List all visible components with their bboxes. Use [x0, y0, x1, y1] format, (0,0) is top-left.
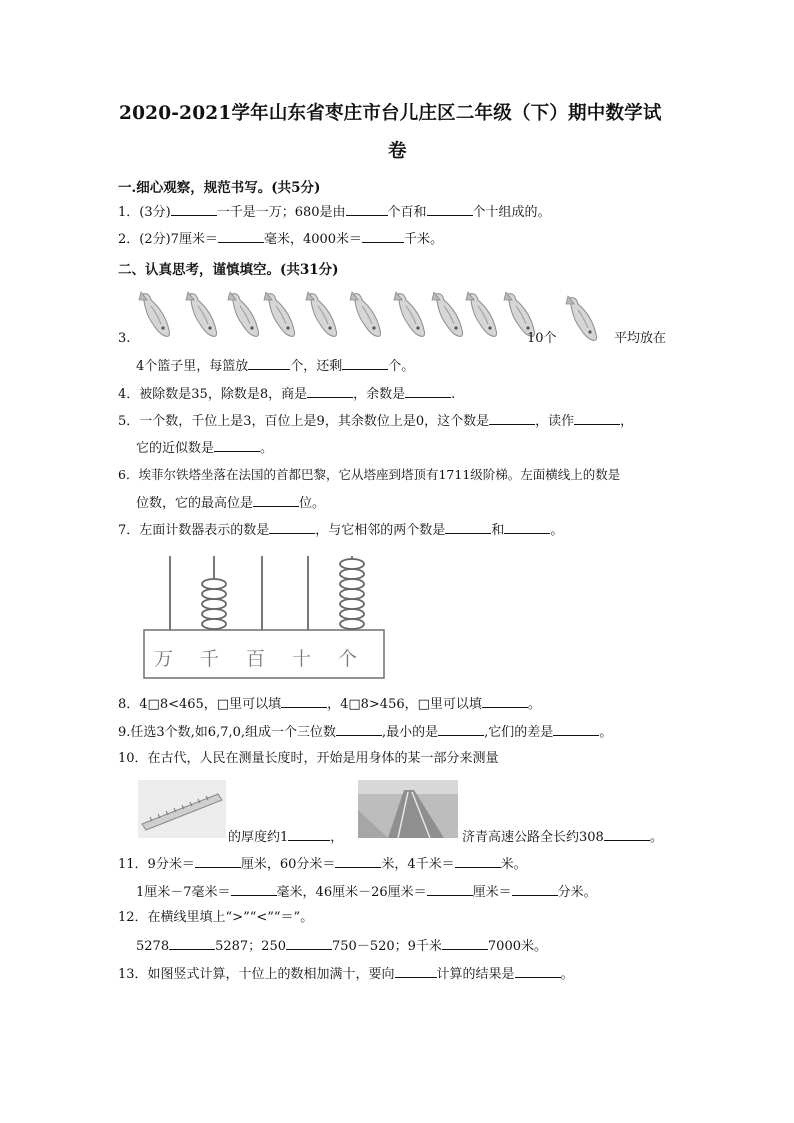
question-11: 11．9分米＝ 厘米，60分米＝ 米，4千米＝ 米。	[118, 857, 527, 872]
answer-blank[interactable]	[442, 937, 488, 950]
abacus-label-qian: 千	[200, 648, 220, 670]
answer-blank[interactable]	[288, 828, 330, 841]
abacus-bead	[202, 589, 226, 599]
question-12: 12．在横线里填上“>”“<”“＝”。	[118, 910, 314, 925]
answer-blank[interactable]	[269, 521, 315, 534]
question-6-line2: 位数，它的最高位是 位。	[136, 496, 326, 511]
answer-blank[interactable]	[438, 723, 484, 736]
fish-icon	[346, 290, 386, 342]
fish-icon	[135, 290, 175, 342]
question-2: 2．(2分)7厘米＝ 毫米，4000米＝ 千米。	[118, 232, 444, 247]
fish-icon	[302, 290, 342, 342]
answer-blank[interactable]	[214, 439, 260, 452]
abacus-bead	[340, 609, 364, 619]
answer-blank[interactable]	[574, 412, 620, 425]
abacus-bead	[202, 609, 226, 619]
answer-blank[interactable]	[504, 521, 550, 534]
abacus-bead	[202, 579, 226, 589]
section-1-heading: 一.细心观察，规范书写。(共5分)	[118, 180, 321, 196]
answer-blank[interactable]	[512, 883, 558, 896]
answer-blank[interactable]	[604, 828, 650, 841]
abacus-bead	[340, 599, 364, 609]
answer-blank[interactable]	[362, 230, 404, 243]
answer-blank[interactable]	[195, 855, 241, 868]
abacus-bead	[202, 619, 226, 629]
abacus-label-bai: 百	[246, 648, 266, 670]
answer-blank[interactable]	[515, 965, 561, 978]
fish-icon	[562, 294, 602, 346]
abacus-counter	[140, 548, 390, 682]
question-3-tail: 平均放在	[614, 331, 667, 346]
question-3-line2: 4个篮子里，每篮放 个，还剩 个。	[136, 359, 415, 374]
answer-blank[interactable]	[455, 855, 501, 868]
abacus-bead	[340, 589, 364, 599]
answer-blank[interactable]	[445, 521, 491, 534]
question-5-line2: 它的近似数是 。	[136, 441, 274, 456]
abacus-bead	[340, 569, 364, 579]
fish-icon	[260, 290, 300, 342]
question-8: 8．4□8<465，□里可以填 ，4□8>456，□里可以填 。	[118, 697, 541, 712]
question-5: 5．一个数，千位上是3，百位上是9，其余数位上是0，这个数是 ，读作 ，	[118, 414, 634, 429]
answer-blank[interactable]	[395, 965, 437, 978]
answer-blank[interactable]	[281, 695, 327, 708]
answer-blank[interactable]	[405, 385, 451, 398]
answer-blank[interactable]	[427, 203, 473, 216]
fish-icon	[462, 290, 502, 342]
answer-blank[interactable]	[553, 723, 599, 736]
question-3-count: 10个	[527, 331, 557, 346]
fish-icon	[390, 290, 430, 342]
answer-blank[interactable]	[342, 357, 388, 370]
question-10-part-d: 济青高速公路全长约308 。	[462, 830, 663, 845]
answer-blank[interactable]	[169, 937, 215, 950]
answer-blank[interactable]	[336, 723, 382, 736]
abacus-bead	[340, 579, 364, 589]
answer-blank[interactable]	[335, 855, 381, 868]
question-11-line2: 1厘米－7毫米＝ 毫米，46厘米－26厘米＝ 厘米＝ 分米。	[136, 885, 597, 900]
question-6: 6．埃菲尔铁塔坐落在法国的首都巴黎，它从塔座到塔顶有1711级阶梯。左面横线上的数是	[118, 467, 621, 482]
section-2-heading: 二、认真思考，谨慎填空。(共31分)	[118, 262, 339, 278]
answer-blank[interactable]	[482, 695, 528, 708]
abacus-label-shi: 十	[292, 648, 312, 670]
abacus-bead	[340, 559, 364, 569]
abacus-label-ge: 个	[338, 648, 358, 670]
question-4: 4．被除数是35，除数是8，商是 ，余数是 .	[118, 387, 456, 402]
abacus-label-wan: 万	[154, 648, 174, 670]
question-3-number: 3.	[118, 331, 131, 346]
answer-blank[interactable]	[218, 230, 264, 243]
answer-blank[interactable]	[427, 883, 473, 896]
question-7: 7．左面计数器表示的数是 ，与它相邻的两个数是 和 。	[118, 523, 564, 538]
question-10: 10．在古代，人民在测量长度时，开始是用身体的某一部分来测量	[118, 751, 499, 766]
answer-blank[interactable]	[346, 203, 388, 216]
abacus-bead	[340, 619, 364, 629]
highway-image	[358, 780, 458, 838]
answer-blank[interactable]	[286, 937, 332, 950]
question-10-part-b: 的厚度约1 ，	[228, 830, 344, 845]
answer-blank[interactable]	[489, 412, 535, 425]
fish-icon	[224, 290, 264, 342]
answer-blank[interactable]	[248, 357, 290, 370]
question-9: 9.任选3个数,如6,7,0,组成一个三位数 ,最小的是 ,它们的差是 。	[118, 725, 613, 740]
question-12-line2: 5278 5287；250 750－520；9千米 7000米。	[136, 939, 547, 954]
page-title-continued: 卷	[388, 141, 407, 162]
answer-blank[interactable]	[231, 883, 277, 896]
ruler-image	[138, 780, 226, 838]
answer-blank[interactable]	[253, 494, 299, 507]
answer-blank[interactable]	[307, 385, 353, 398]
question-1: 1．(3分) 一千是一万；680是由 个百和 个十组成的。	[118, 205, 551, 220]
fish-icon	[182, 290, 222, 342]
answer-blank[interactable]	[171, 203, 217, 216]
page-title: 2020-2021学年山东省枣庄市台儿庄区二年级（下）期中数学试	[119, 103, 662, 124]
abacus-bead	[202, 599, 226, 609]
question-13: 13．如图竖式计算，十位上的数相加满十，要向 计算的结果是 。	[118, 967, 574, 982]
